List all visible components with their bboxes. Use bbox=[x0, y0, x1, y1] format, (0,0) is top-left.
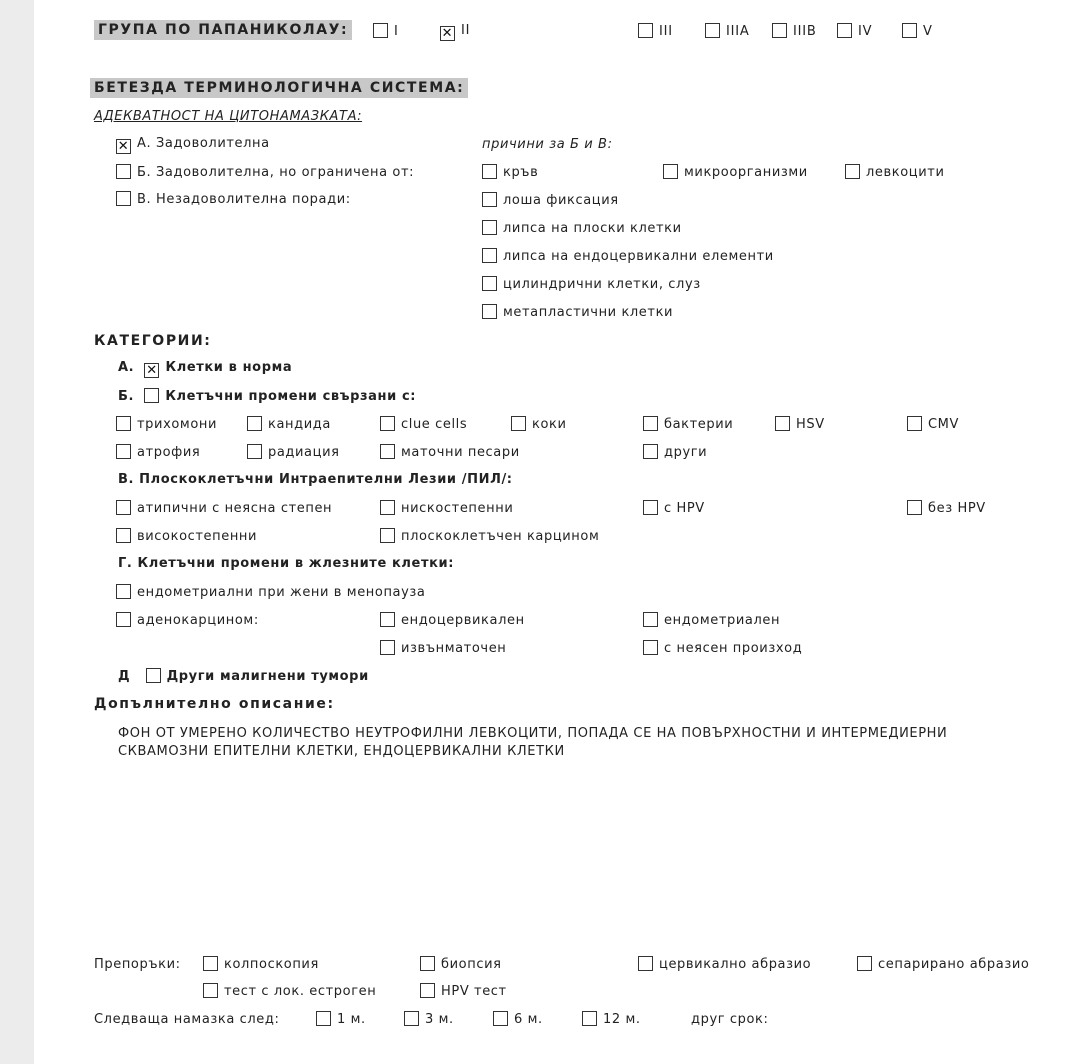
checkbox[interactable] bbox=[247, 416, 262, 431]
category-e[interactable]: Д Други малигнени тумори bbox=[118, 669, 369, 684]
checkbox[interactable] bbox=[116, 528, 131, 543]
checkbox[interactable] bbox=[511, 416, 526, 431]
checkbox[interactable] bbox=[203, 956, 218, 971]
checkbox[interactable] bbox=[116, 444, 131, 459]
b-item-cmv[interactable]: CMV bbox=[907, 416, 959, 432]
b-item-atrophy[interactable]: атрофия bbox=[116, 444, 200, 460]
c-item-without-hpv[interactable]: без HPV bbox=[907, 500, 986, 516]
reason-cylindrical[interactable]: цилиндрични клетки, слуз bbox=[482, 276, 701, 292]
next-smear-1m[interactable]: 1 м. bbox=[316, 1011, 366, 1027]
checkbox[interactable] bbox=[482, 248, 497, 263]
c-item-high-grade[interactable]: високостепенни bbox=[116, 528, 257, 544]
reason-microorganisms[interactable]: микроорганизми bbox=[663, 164, 808, 180]
d-item-unknown-origin[interactable]: с неясен произход bbox=[643, 640, 802, 656]
d-item-adenocarcinoma[interactable]: аденокарцином: bbox=[116, 612, 259, 628]
adequacy-a[interactable]: ✕ А. Задоволителна bbox=[117, 136, 270, 154]
next-smear-label: Следваща намазка след: bbox=[94, 1012, 280, 1027]
pap-option-ii[interactable]: ✕ II bbox=[441, 23, 471, 41]
next-smear-other: друг срок: bbox=[691, 1012, 769, 1027]
checkbox[interactable] bbox=[316, 1011, 331, 1026]
checkbox[interactable] bbox=[380, 444, 395, 459]
checkbox[interactable] bbox=[845, 164, 860, 179]
pap-option-i[interactable]: I bbox=[373, 23, 399, 39]
categories-title: КАТЕГОРИИ: bbox=[94, 333, 212, 349]
papanicolaou-title: ГРУПА ПО ПАПАНИКОЛАУ: bbox=[94, 22, 352, 38]
checkbox[interactable] bbox=[857, 956, 872, 971]
checkbox[interactable] bbox=[582, 1011, 597, 1026]
rec-cervical-abrasion[interactable]: цервикално абразио bbox=[638, 956, 811, 972]
bethesda-title: БЕТЕЗДА ТЕРМИНОЛОГИЧНА СИСТЕМА: bbox=[90, 80, 468, 96]
b-item-bacteria[interactable]: бактерии bbox=[643, 416, 733, 432]
c-item-low-grade[interactable]: нискостепенни bbox=[380, 500, 513, 516]
checkbox[interactable] bbox=[775, 416, 790, 431]
recommendations-label: Препоръки: bbox=[94, 957, 181, 972]
description-title: Допълнително описание: bbox=[94, 696, 335, 712]
pap-option-iiia[interactable]: IIIA bbox=[705, 23, 750, 39]
c-item-squamous-carcinoma[interactable]: плоскоклетъчен карцином bbox=[380, 528, 599, 544]
checkbox[interactable] bbox=[420, 983, 435, 998]
checkbox[interactable] bbox=[247, 444, 262, 459]
lab-report-page bbox=[34, 0, 1080, 1064]
next-smear-6m[interactable]: 6 м. bbox=[493, 1011, 543, 1027]
checkbox[interactable] bbox=[116, 191, 131, 206]
checkbox[interactable] bbox=[482, 164, 497, 179]
pap-option-iiib[interactable]: IIIB bbox=[772, 23, 817, 39]
b-item-radiation[interactable]: радиация bbox=[247, 444, 340, 460]
c-item-with-hpv[interactable]: с HPV bbox=[643, 500, 705, 516]
checkbox[interactable] bbox=[907, 500, 922, 515]
checkbox[interactable] bbox=[907, 416, 922, 431]
rec-biopsy[interactable]: биопсия bbox=[420, 956, 502, 972]
checkbox[interactable] bbox=[643, 640, 658, 655]
checkbox[interactable] bbox=[380, 528, 395, 543]
checkbox[interactable] bbox=[482, 220, 497, 235]
checkbox[interactable] bbox=[772, 23, 787, 38]
checkbox[interactable] bbox=[373, 23, 388, 38]
checkbox[interactable] bbox=[663, 164, 678, 179]
checkbox[interactable] bbox=[144, 388, 159, 403]
reason-poor-fixation[interactable]: лоша фиксация bbox=[482, 192, 619, 208]
checkbox[interactable] bbox=[482, 192, 497, 207]
rec-separate-abrasion[interactable]: сепарирано абразио bbox=[857, 956, 1029, 972]
checkbox[interactable] bbox=[203, 983, 218, 998]
description-line-2: СКВАМОЗНИ ЕПИТЕЛНИ КЛЕТКИ, ЕНДОЦЕРВИКАЛНИ КЛЕТКИ bbox=[118, 744, 565, 759]
pap-option-v[interactable]: V bbox=[902, 23, 933, 39]
b-item-hsv[interactable]: HSV bbox=[775, 416, 825, 432]
checkbox[interactable] bbox=[638, 956, 653, 971]
next-smear-3m[interactable]: 3 м. bbox=[404, 1011, 454, 1027]
reason-no-squamous[interactable]: липса на плоски клетки bbox=[482, 220, 682, 236]
reason-metaplastic[interactable]: метапластични клетки bbox=[482, 304, 673, 320]
reasons-title: причини за Б и В: bbox=[482, 137, 613, 152]
checkbox[interactable] bbox=[482, 304, 497, 319]
checkbox[interactable] bbox=[493, 1011, 508, 1026]
rec-hpv-test[interactable]: HPV тест bbox=[420, 983, 507, 999]
checkbox[interactable] bbox=[380, 612, 395, 627]
checkbox[interactable] bbox=[643, 444, 658, 459]
adequacy-c[interactable]: В. Незадоволителна поради: bbox=[116, 191, 351, 207]
d-item-endometrial[interactable]: ендометриален bbox=[643, 612, 780, 628]
checkbox[interactable] bbox=[380, 500, 395, 515]
pap-option-iii[interactable]: III bbox=[638, 23, 673, 39]
checkbox[interactable] bbox=[116, 584, 131, 599]
checkbox[interactable] bbox=[404, 1011, 419, 1026]
b-item-cocci[interactable]: коки bbox=[511, 416, 567, 432]
checkbox-checked[interactable]: ✕ bbox=[117, 139, 130, 154]
checkbox[interactable] bbox=[146, 668, 161, 683]
reason-no-endocervical[interactable]: липса на ендоцервикални елементи bbox=[482, 248, 774, 264]
rec-estrogen-test[interactable]: тест с лок. естроген bbox=[203, 983, 376, 999]
checkbox[interactable] bbox=[705, 23, 720, 38]
checkbox[interactable] bbox=[837, 23, 852, 38]
checkbox-checked[interactable]: ✕ bbox=[146, 363, 158, 378]
checkbox[interactable] bbox=[116, 416, 131, 431]
checkbox[interactable] bbox=[420, 956, 435, 971]
checkbox[interactable] bbox=[380, 640, 395, 655]
rec-colposcopy[interactable]: колпоскопия bbox=[203, 956, 319, 972]
next-smear-12m[interactable]: 12 м. bbox=[582, 1011, 641, 1027]
checkbox[interactable] bbox=[116, 164, 131, 179]
checkbox[interactable] bbox=[116, 612, 131, 627]
category-a[interactable]: А. ✕ Клетки в норма bbox=[118, 360, 293, 378]
d-item-endometrial-menopause[interactable]: ендометриални при жени в менопауза bbox=[116, 584, 426, 600]
adequacy-b[interactable]: Б. Задоволителна, но ограничена от: bbox=[116, 164, 414, 180]
checkbox[interactable] bbox=[643, 612, 658, 627]
category-d-title: Г. Клетъчни промени в жлезните клетки: bbox=[118, 556, 455, 571]
reason-leukocytes[interactable]: левкоцити bbox=[845, 164, 945, 180]
adequacy-title: АДЕКВАТНОСТ НА ЦИТОНАМАЗКАТА: bbox=[94, 109, 363, 124]
description-line-1: ФОН ОТ УМЕРЕНО КОЛИЧЕСТВО НЕУТРОФИЛНИ ЛЕВКОЦИТИ, ПОПАДА СЕ НА ПОВЪРХНОСТНИ И ИНТЕРМЕДИЕРНИ bbox=[118, 726, 948, 741]
d-item-endocervical[interactable]: ендоцервикален bbox=[380, 612, 525, 628]
b-item-clue-cells[interactable]: clue cells bbox=[380, 416, 467, 432]
d-item-extrauterine[interactable]: извънматочен bbox=[380, 640, 506, 656]
b-item-trichomonas[interactable]: трихомони bbox=[116, 416, 217, 432]
c-item-atypical[interactable]: атипични с неясна степен bbox=[116, 500, 332, 516]
category-b[interactable]: Б. Клетъчни промени свързани с: bbox=[118, 389, 417, 404]
b-item-other[interactable]: други bbox=[643, 444, 707, 460]
checkbox[interactable] bbox=[643, 500, 658, 515]
checkbox[interactable] bbox=[482, 276, 497, 291]
b-item-candida[interactable]: кандида bbox=[247, 416, 331, 432]
category-c-title: В. Плоскоклетъчни Интраепителни Лезии /ПИЛ/: bbox=[118, 472, 513, 487]
checkbox[interactable] bbox=[902, 23, 917, 38]
pap-option-iv[interactable]: IV bbox=[837, 23, 872, 39]
b-item-pessary[interactable]: маточни песари bbox=[380, 444, 520, 460]
checkbox[interactable] bbox=[643, 416, 658, 431]
reason-blood[interactable]: кръв bbox=[482, 164, 538, 180]
checkbox[interactable] bbox=[116, 500, 131, 515]
checkbox-checked[interactable]: ✕ bbox=[441, 26, 454, 41]
checkbox[interactable] bbox=[638, 23, 653, 38]
checkbox[interactable] bbox=[380, 416, 395, 431]
